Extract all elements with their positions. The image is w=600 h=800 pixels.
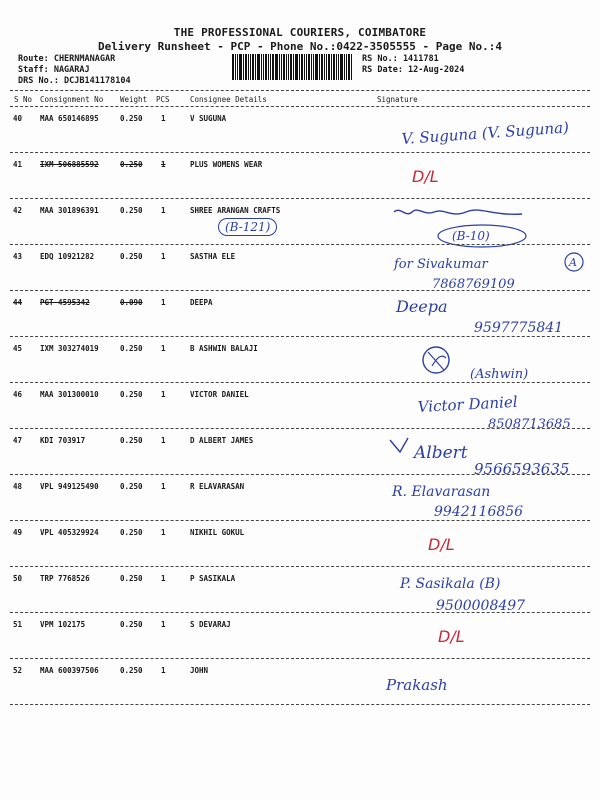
table-row [10, 666, 590, 712]
row-consignee: SHREE ARANGAN CRAFTS [190, 206, 281, 215]
row-divider [10, 198, 590, 199]
signature-text: Albert [414, 443, 468, 463]
barcode-bar [348, 54, 350, 80]
col-header-consignee: Consignee Details [190, 95, 267, 104]
barcode-bar [340, 54, 343, 80]
row-consignee: D ALBERT JAMES [190, 436, 254, 445]
barcode-bar [346, 54, 347, 80]
row-consignment: VPL 949125490 [40, 482, 99, 491]
row-signature [382, 252, 600, 298]
barcode-bar [245, 54, 247, 80]
signature-text: Victor Daniel [417, 392, 518, 416]
row-signature [382, 344, 600, 390]
barcode-bar [336, 54, 337, 80]
barcode-bar [295, 54, 298, 80]
barcode-bar [306, 54, 307, 80]
row-signature [382, 160, 600, 206]
col-header-sno: S No [14, 95, 33, 104]
table-row [10, 206, 590, 252]
row-pcs: 1 [161, 436, 166, 445]
barcode-bar [331, 54, 332, 80]
barcode-bar [283, 54, 285, 80]
barcode-bar [272, 54, 274, 80]
row-sno: 41 [13, 160, 23, 169]
row-pcs: 1 [161, 160, 166, 169]
barcode-bar [265, 54, 267, 80]
header-top-rule [10, 90, 590, 91]
signature-text: Prakash [386, 676, 448, 694]
row-consignee: V SUGUNA [190, 114, 227, 123]
row-consignment: PGT 4595342 [40, 298, 90, 307]
table-row [10, 160, 590, 206]
row-pcs: 1 [161, 206, 166, 215]
row-consignee: NIKHIL GOKUL [190, 528, 245, 537]
row-sno: 52 [13, 666, 23, 675]
barcode-bar [232, 54, 234, 80]
row-weight: 0.250 [120, 666, 143, 675]
barcode-bar [333, 54, 335, 80]
barcode-bar [293, 54, 294, 80]
barcode-bar [328, 54, 330, 80]
rs-date: RS Date: 12-Aug-2024 [362, 65, 465, 75]
barcode-bar [351, 54, 352, 80]
table-row [10, 252, 590, 298]
row-pcs: 1 [161, 114, 166, 123]
row-signature [382, 114, 600, 160]
barcode-bar [290, 54, 292, 80]
table-row [10, 436, 590, 482]
col-header-weight: Weight [120, 95, 148, 104]
phone-text: 7868769109 [432, 277, 515, 292]
row-sno: 45 [13, 344, 23, 353]
row-weight: 0.250 [120, 252, 143, 261]
row-signature [382, 620, 600, 666]
row-weight: 0.250 [120, 574, 143, 583]
barcode-bar [301, 54, 303, 80]
barcode-bar [344, 54, 345, 80]
row-weight: 0.250 [120, 114, 143, 123]
phone-text: 9942116856 [434, 504, 524, 520]
row-consignee: VICTOR DANIEL [190, 390, 249, 399]
barcode-bar [308, 54, 310, 80]
row-consignee: PLUS WOMENS WEAR [190, 160, 263, 169]
row-divider [10, 566, 590, 567]
barcode-bar [252, 54, 254, 80]
barcode-bar [321, 54, 323, 80]
barcode-bar [319, 54, 320, 80]
row-divider [10, 612, 590, 613]
signature-text: D/L [412, 167, 439, 186]
col-header-pcs: PCS [156, 95, 170, 104]
handwritten-note: (B-121) [218, 218, 277, 236]
row-pcs: 1 [161, 482, 166, 491]
barcode-bar [315, 54, 318, 80]
row-consignee: DEEPA [190, 298, 213, 307]
barcode-bar [261, 54, 262, 80]
row-divider [10, 474, 590, 475]
row-divider [10, 382, 590, 383]
table-row [10, 482, 590, 528]
row-signature [382, 666, 600, 712]
signature-text: Deepa [396, 298, 448, 316]
row-signature [382, 482, 600, 528]
runsheet-subtitle: Delivery Runsheet - PCP - Phone No.:0422-3505555 - Page No.:4 [98, 40, 502, 53]
drs-number: DRS No.: DCJB141178104 [18, 76, 131, 86]
table-row [10, 298, 590, 344]
row-divider [10, 520, 590, 521]
phone-text: 9597775841 [474, 320, 564, 336]
row-weight: 0.250 [120, 482, 143, 491]
row-consignee: R ELAVARASAN [190, 482, 245, 491]
row-weight: 0.090 [120, 298, 143, 307]
barcode-bar [286, 54, 287, 80]
barcode [232, 54, 354, 80]
signature-text: D/L [428, 535, 455, 554]
table-row [10, 344, 590, 390]
row-weight: 0.250 [120, 620, 143, 629]
row-pcs: 1 [161, 298, 166, 307]
row-consignee: P SASIKALA [190, 574, 236, 583]
row-pcs: 1 [161, 252, 166, 261]
row-consignment: KDI 703917 [40, 436, 86, 445]
row-consignee: B ASHWIN BALAJI [190, 344, 258, 353]
barcode-bar [275, 54, 278, 80]
barcode-bar [243, 54, 244, 80]
svg-text:A: A [569, 256, 577, 269]
barcode-bar [324, 54, 325, 80]
row-weight: 0.250 [120, 528, 143, 537]
staff-label: Staff: NAGARAJ [18, 65, 90, 75]
row-weight: 0.250 [120, 160, 143, 169]
phone-text: 9500008497 [436, 598, 526, 614]
row-pcs: 1 [161, 344, 166, 353]
row-consignment: IXM 506885592 [40, 160, 99, 169]
row-sno: 48 [13, 482, 23, 491]
company-title: THE PROFESSIONAL COURIERS, COIMBATORE [173, 26, 427, 39]
signature-text: D/L [438, 627, 465, 646]
row-pcs: 1 [161, 390, 166, 399]
phone-text: 9566593635 [474, 460, 570, 478]
row-weight: 0.250 [120, 206, 143, 215]
barcode-bar [255, 54, 256, 80]
row-sno: 43 [13, 252, 23, 261]
row-divider [10, 152, 590, 153]
table-row [10, 574, 590, 620]
row-sno: 46 [13, 390, 23, 399]
row-signature [382, 528, 600, 574]
row-consignment: MAA 301300010 [40, 390, 99, 399]
barcode-bar [237, 54, 238, 80]
row-pcs: 1 [161, 574, 166, 583]
row-sno: 51 [13, 620, 23, 629]
col-header-signature: Signature [377, 95, 418, 104]
row-divider [10, 244, 590, 245]
row-signature [382, 574, 600, 620]
signature-text: (B-10) [452, 229, 490, 243]
row-signature [382, 298, 600, 344]
row-consignment: VPL 405329924 [40, 528, 99, 537]
route-label: Route: CHERNMANAGAR [18, 54, 116, 64]
row-consignment: MAA 600397506 [40, 666, 99, 675]
row-sno: 47 [13, 436, 23, 445]
signature-text: V. Suguna (V. Suguna) [401, 118, 570, 148]
row-consignment: MAA 301896391 [40, 206, 99, 215]
table-row [10, 620, 590, 666]
table-row [10, 114, 590, 160]
row-sno: 49 [13, 528, 23, 537]
row-pcs: 1 [161, 528, 166, 537]
signature-text: P. Sasikala (B) [400, 576, 501, 592]
row-weight: 0.250 [120, 344, 143, 353]
row-signature [382, 436, 600, 482]
row-sno: 42 [13, 206, 23, 215]
row-divider [10, 428, 590, 429]
row-divider [10, 336, 590, 337]
barcode-bar [311, 54, 312, 80]
barcode-bar [288, 54, 289, 80]
barcode-bar [279, 54, 280, 80]
signature-text: for Sivakumar [394, 257, 488, 272]
row-consignment: TRP 7768526 [40, 574, 90, 583]
row-consignee: JOHN [190, 666, 209, 675]
col-header-consignment: Consignment No [40, 95, 104, 104]
barcode-bar [239, 54, 242, 80]
rs-number: RS No.: 1411781 [362, 54, 439, 64]
table-row [10, 528, 590, 574]
row-divider [10, 290, 590, 291]
row-sno: 50 [13, 574, 23, 583]
barcode-bar [268, 54, 269, 80]
barcode-bar [326, 54, 327, 80]
row-pcs: 1 [161, 620, 166, 629]
barcode-bar [263, 54, 264, 80]
row-sno: 44 [13, 298, 23, 307]
row-consignee: SASTHA ELE [190, 252, 236, 261]
barcode-bar [304, 54, 305, 80]
row-divider [10, 658, 590, 659]
barcode-bar [250, 54, 251, 80]
barcode-bar [281, 54, 282, 80]
row-consignment: IXM 303274019 [40, 344, 99, 353]
row-signature [382, 206, 600, 252]
row-consignment: VPM 102175 [40, 620, 86, 629]
phone-text: 8508713685 [488, 417, 571, 432]
row-consignee: S DEVARAJ [190, 620, 231, 629]
barcode-bar [248, 54, 249, 80]
barcode-bar [299, 54, 300, 80]
row-weight: 0.250 [120, 436, 143, 445]
row-consignment: EDQ 10921282 [40, 252, 95, 261]
row-signature [382, 390, 600, 436]
barcode-bar [338, 54, 339, 80]
row-sno: 40 [13, 114, 23, 123]
row-pcs: 1 [161, 666, 166, 675]
barcode-bar [270, 54, 271, 80]
signature-text: R. Elavarasan [392, 484, 491, 500]
header-bottom-rule [10, 106, 590, 107]
table-row [10, 390, 590, 436]
row-consignment: MAA 650146895 [40, 114, 99, 123]
row-weight: 0.250 [120, 390, 143, 399]
signature-text: (Ashwin) [470, 367, 529, 382]
row-divider [10, 704, 590, 705]
barcode-bar [257, 54, 260, 80]
barcode-bar [313, 54, 314, 80]
barcode-bar [235, 54, 236, 80]
